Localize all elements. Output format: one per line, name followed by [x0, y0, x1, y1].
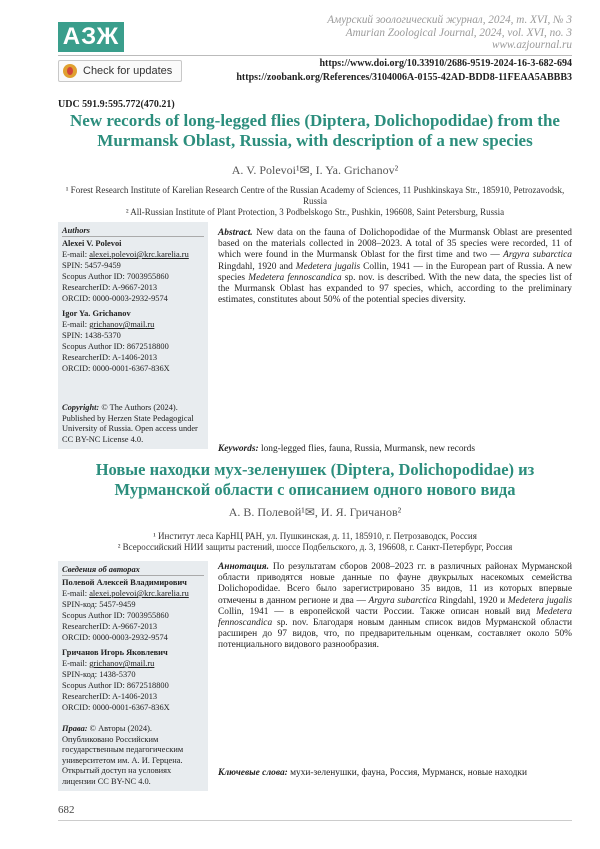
journal-title-ru: Амурский зоологический журнал, 2024, т. XVI, № 3 — [327, 14, 572, 26]
sidebar-title: Authors — [62, 225, 204, 237]
email-label: E-mail: — [62, 589, 90, 598]
species-name: Medetera fennoscandica — [248, 272, 342, 283]
author-1-spin: SPIN-код: 5457-9459 — [62, 600, 136, 609]
species-name: Medetera jugalis — [295, 261, 361, 272]
copyright-note — [62, 724, 204, 787]
copyright-text: © Авторы (2024). Опубликовано Российским государственным педагогическим университетом им. А. И. Герцена. Открытый доступ на условиях лицензии CC BY-NC 4.0. — [62, 724, 184, 786]
abstract-text: Ringdahl, 1920 and — [218, 261, 296, 272]
doi-links — [236, 57, 572, 85]
author-2-researcherid: ResearcherID: A-1406-2013 — [62, 353, 158, 362]
abstract-text: sp. nov. is described. With the new data, the species list of the Murmansk Oblast has expanded to 97 species, which, according to the preliminary estimates, constitutes about 50% of the potential species diversity. — [218, 272, 572, 306]
email-label: E-mail: — [62, 659, 90, 668]
abstract-label: Аннотация. — [218, 562, 269, 572]
author-2-email-row — [62, 658, 204, 669]
journal-website[interactable]: www.azjournal.ru — [492, 39, 572, 51]
author-2-spin: SPIN: 1438-5370 — [62, 331, 121, 340]
keywords-ru — [218, 768, 572, 779]
abstract-ru — [218, 562, 572, 652]
authors-en: A. V. Polevoi¹✉, I. Ya. Grichanov² — [231, 163, 399, 177]
author-1-orcid: ORCID: 0000-0003-2932-9574 — [62, 633, 168, 642]
check-updates-button[interactable] — [58, 60, 182, 82]
page-number: 682 — [58, 804, 75, 816]
species-name: Argyra subarctica — [368, 595, 437, 606]
author-1-researcherid: ResearcherID: A-9667-2013 — [62, 622, 158, 631]
author-2-email-row — [62, 319, 204, 330]
affiliations-ru — [58, 531, 572, 553]
doi-link[interactable]: https://www.doi.org/10.33910/2686-9519-2024-16-3-682-694 — [319, 58, 572, 69]
keywords-text: мухи-зеленушки, фауна, Россия, Мурманск, новые находки — [287, 768, 527, 778]
abstract-text: По результатам сборов 2008–2023 гг. в различных районах Мурманской области приводятся новые данные по фауне двукрылых насекомых семейства Dolichopodidae. Всего было зарегистрировано 35 видов, 11 из которых впервые отмечены в данном регионе и два — — [218, 562, 572, 606]
check-updates-label: Check for updates — [83, 65, 173, 77]
keywords-text: long-legged flies, fauna, Russia, Murmansk, new records — [258, 444, 475, 454]
journal-info — [327, 14, 572, 52]
abstract-text: sp. nov. Благодаря новым данным список видов Мурманской области расширен до 97 видов, что, по предварительным оценкам, составляет около 50% потенциального видового разнообразия. — [218, 618, 572, 651]
author-1-email-row — [62, 249, 204, 260]
header-divider — [58, 55, 572, 56]
abstract-text: Ringdahl, 1920 и — [436, 595, 508, 606]
species-name: Medetera jugalis — [507, 595, 573, 606]
species-name: Argyra subarctica — [503, 250, 572, 261]
abstract-text: New data on the fauna of Dolichopodidae of the Murmansk Oblast are presented based on the materials collected in 2008–2023. A total of 35 species were recorded, 11 of which were found in the Murmansk Oblast for the first time and two — — [218, 228, 572, 261]
author-2-name: Гричанов Игорь Яковлевич — [62, 648, 168, 657]
copyright-label: Copyright: — [62, 403, 100, 412]
copyright-label: Права: — [62, 724, 88, 733]
affiliation-2-en: ² All-Russian Institute of Plant Protection, 3 Podbelskogo Str., Pushkin, 196608, Saint Petersburg, Russia — [125, 207, 505, 217]
author-1-name: Полевой Алексей Владимирович — [62, 578, 187, 587]
copyright-text: © The Authors (2024). Published by Herzen State Pedagogical University of Russia. Open access under CC BY-NC License 4.0. — [62, 403, 198, 444]
article-title-en: New records of long-legged flies (Diptera, Dolichopodidae) from the Murmansk Oblast, Russia, with description of a new species — [70, 111, 560, 150]
zoobank-link[interactable]: https://zoobank.org/References/3104006A-0155-42AD-BDD8-11FEAA5ABBB3 — [236, 72, 572, 83]
author-2-orcid: ORCID: 0000-0001-6367-836X — [62, 364, 170, 373]
author-1-name: Alexei V. Polevoi — [62, 239, 122, 248]
authors-sidebar-en — [58, 222, 208, 449]
author-1-scopus: Scopus Author ID: 7003955860 — [62, 272, 169, 281]
author-1-email-row — [62, 588, 204, 599]
email-label: E-mail: — [62, 320, 90, 329]
author-2-email[interactable]: grichanov@mail.ru — [89, 320, 155, 329]
author-2-scopus: Scopus Author ID: 8672518800 — [62, 681, 169, 690]
authors-ru: А. В. Полевой¹✉, И. Я. Гричанов² — [228, 505, 402, 519]
sidebar-title: Сведения об авторах — [62, 564, 204, 576]
author-1-orcid: ORCID: 0000-0003-2932-9574 — [62, 294, 168, 303]
abstract-en — [218, 228, 572, 306]
email-label: E-mail: — [62, 250, 90, 259]
keywords-label: Ключевые слова: — [218, 768, 288, 778]
udc-code: UDC 591.9:595.772(470.21) — [58, 99, 175, 110]
author-1-email[interactable]: alexei.polevoi@krc.karelia.ru — [89, 589, 189, 598]
affiliations-en — [58, 185, 572, 218]
journal-title-en: Amurian Zoological Journal, 2024, vol. XVI, no. 3 — [345, 26, 572, 39]
affiliation-2-ru: ² Всероссийский НИИ защиты растений, шоссе Подбельского, д. 3, 196608, г. Санкт-Петербург, Россия — [117, 542, 513, 552]
author-2-email[interactable]: grichanov@mail.ru — [89, 659, 155, 668]
author-2-name: Igor Ya. Grichanov — [62, 309, 131, 318]
abstract-label: Abstract. — [218, 228, 253, 238]
keywords-label: Keywords: — [218, 444, 259, 454]
abstract-text: Collin, 1941 — in the European part of Russia. A new species — [218, 261, 572, 283]
author-2-spin: SPIN-код: 1438-5370 — [62, 670, 136, 679]
author-1-scopus: Scopus Author ID: 7003955860 — [62, 611, 169, 620]
affiliation-1-ru: ¹ Институт леса КарНЦ РАН, ул. Пушкинская, д. 11, 185910, г. Петрозаводск, Россия — [153, 531, 477, 541]
author-1-spin: SPIN: 5457-9459 — [62, 261, 121, 270]
authors-sidebar-ru — [58, 561, 208, 791]
author-2-orcid: ORCID: 0000-0001-6367-836X — [62, 703, 170, 712]
author-2-scopus: Scopus Author ID: 8672518800 — [62, 342, 169, 351]
author-1-researcherid: ResearcherID: A-9667-2013 — [62, 283, 158, 292]
abstract-text: Collin, 1941 — в европейской части России. Также описан новый вид — [218, 606, 537, 617]
author-2-researcherid: ResearcherID: A-1406-2013 — [62, 692, 158, 701]
affiliation-1-en: ¹ Forest Research Institute of Karelian Research Centre of the Russian Academy of Sciences, 11 Pushkinskaya Str., 185910, Petrozavodsk, Russia — [65, 185, 565, 206]
species-name: Medetera fennoscandica — [218, 606, 572, 629]
crossmark-icon — [63, 64, 77, 78]
article-title-ru: Новые находки мух-зеленушек (Diptera, Dolichopodidae) из Мурманской области с описанием одного нового вида — [95, 460, 535, 499]
footer-divider — [58, 820, 572, 821]
keywords-en — [218, 444, 572, 455]
copyright-note — [62, 403, 204, 445]
author-1-email[interactable]: alexei.polevoi@krc.karelia.ru — [89, 250, 189, 259]
journal-logo: АЗЖ — [58, 22, 124, 52]
